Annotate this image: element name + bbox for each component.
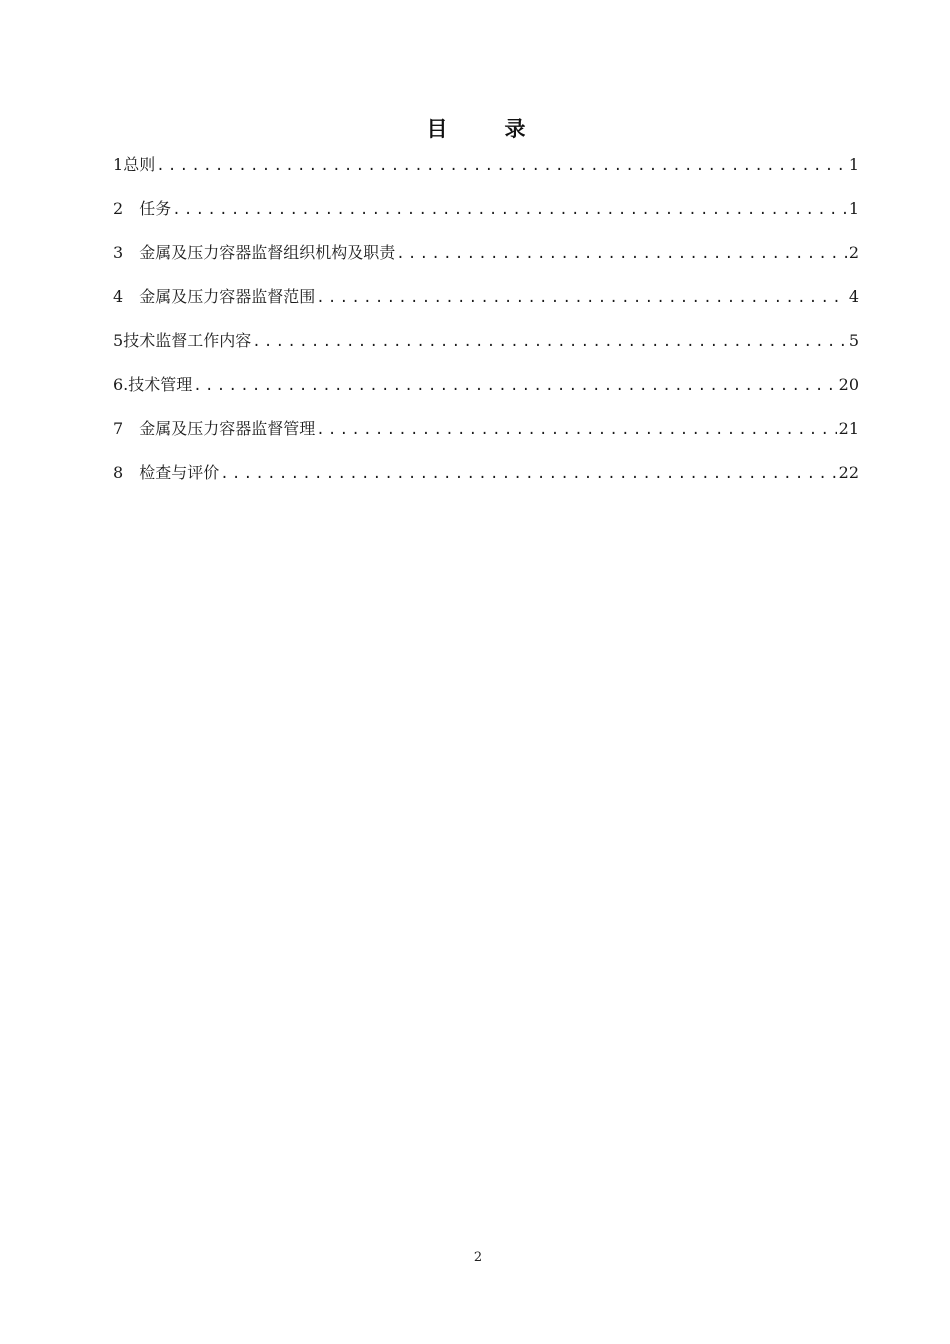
table-of-contents bbox=[113, 151, 859, 503]
toc-entry[interactable] bbox=[113, 239, 859, 283]
toc-entry[interactable] bbox=[113, 415, 859, 459]
toc-entry[interactable] bbox=[113, 371, 859, 415]
toc-entry-number: 4 bbox=[113, 287, 140, 306]
toc-dot-leader bbox=[193, 372, 836, 400]
toc-entry-title: 金属及压力容器监督管理 bbox=[139, 419, 316, 438]
toc-entry-page: 5 bbox=[848, 331, 859, 350]
toc-entry-title: 检查与评价 bbox=[139, 463, 220, 482]
toc-entry-page: 21 bbox=[838, 419, 859, 438]
toc-title: 目 录 bbox=[426, 117, 544, 141]
toc-dot-leader bbox=[316, 284, 847, 312]
toc-entry-page: 2 bbox=[848, 243, 859, 262]
toc-entry-number: 5 bbox=[113, 331, 124, 350]
toc-dot-leader bbox=[156, 152, 847, 180]
toc-entry[interactable] bbox=[113, 195, 859, 239]
toc-entry-number: 2 bbox=[113, 199, 140, 218]
toc-entry-page: 1 bbox=[848, 199, 859, 218]
page-number: 2 bbox=[473, 1250, 483, 1265]
toc-dot-leader bbox=[252, 328, 847, 356]
toc-entry-page: 1 bbox=[848, 155, 859, 174]
toc-dot-leader bbox=[316, 416, 836, 444]
toc-entry-title: 技术管理 bbox=[128, 375, 193, 394]
toc-entry-page: 20 bbox=[838, 375, 859, 394]
toc-entry-number: 1 bbox=[113, 155, 124, 174]
toc-entry-number: 7 bbox=[113, 419, 140, 438]
toc-entry-title: 总则 bbox=[123, 155, 156, 174]
toc-entry[interactable] bbox=[113, 327, 859, 371]
toc-entry-number: 8 bbox=[113, 463, 140, 482]
toc-dot-leader bbox=[220, 460, 836, 488]
toc-entry-title: 金属及压力容器监督范围 bbox=[139, 287, 316, 306]
toc-dot-leader bbox=[396, 240, 847, 268]
toc-entry-number: 6. bbox=[113, 375, 129, 394]
toc-entry-title: 任务 bbox=[139, 199, 172, 218]
toc-entry-page: 22 bbox=[838, 463, 859, 482]
toc-entry[interactable] bbox=[113, 151, 859, 195]
toc-entry-page: 4 bbox=[848, 287, 859, 306]
toc-entry[interactable] bbox=[113, 283, 859, 327]
toc-entry-title: 技术监督工作内容 bbox=[123, 331, 252, 350]
toc-entry-number: 3 bbox=[113, 243, 140, 262]
toc-entry-title: 金属及压力容器监督组织机构及职责 bbox=[139, 243, 396, 262]
toc-dot-leader bbox=[172, 196, 847, 224]
toc-entry[interactable] bbox=[113, 459, 859, 503]
